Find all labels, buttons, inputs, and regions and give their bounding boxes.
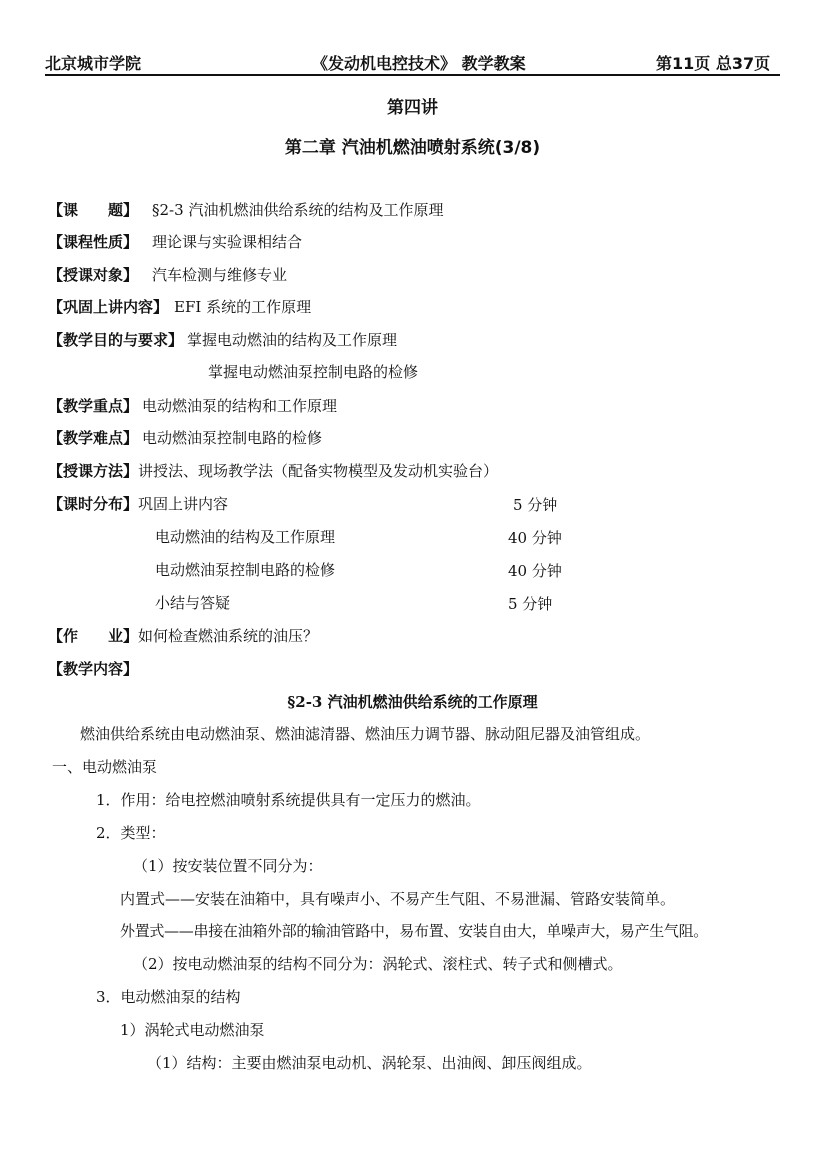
schedule-time: 40 分钟 xyxy=(508,562,562,580)
field-value: 理论课与实验课相结合 xyxy=(152,233,303,251)
lecture-title: 第四讲 xyxy=(387,98,438,118)
schedule-topic: 小结与答疑 xyxy=(155,594,231,612)
field-value: 如何检查燃油系统的油压？ xyxy=(138,627,319,645)
schedule-topic: 电动燃油泵控制电路的检修 xyxy=(155,561,336,579)
list-item: （2）按电动燃油泵的结构不同分为：涡轮式、滚柱式、转子式和侧槽式。 xyxy=(133,955,623,973)
field-label: 【作 业】 xyxy=(48,627,139,645)
list-item: 2．类型： xyxy=(96,824,166,842)
field-audience xyxy=(48,265,287,285)
field-label: 【教学重点】 xyxy=(48,397,139,415)
section-title: §2-3 汽油机燃油供给系统的工作原理 xyxy=(287,693,538,711)
field-review xyxy=(48,297,311,317)
field-label: 【教学难点】 xyxy=(48,429,139,447)
schedule-time: 5 分钟 xyxy=(513,496,558,514)
field-value: 电动燃油泵的结构和工作原理 xyxy=(142,397,338,415)
field-value: §2-3 汽油机燃油供给系统的结构及工作原理 xyxy=(152,201,444,219)
field-label: 【授课对象】 xyxy=(48,266,139,284)
header-course-title: 《发动机电控技术》 教学教案 xyxy=(312,54,526,73)
field-label: 【课 题】 xyxy=(48,201,139,219)
field-homework xyxy=(48,626,318,646)
field-value: 电动燃油泵控制电路的检修 xyxy=(142,429,323,447)
list-item: （1）按安装位置不同分为： xyxy=(133,857,323,875)
paragraph: 燃油供给系统由电动燃油泵、燃油滤清器、燃油压力调节器、脉动阻尼器及油管组成。 xyxy=(80,725,651,743)
chapter-title: 第二章 汽油机燃油喷射系统(3/8) xyxy=(284,138,541,158)
schedule-topic: 电动燃油的结构及工作原理 xyxy=(155,528,336,546)
list-item: 1．作用：给电控燃油喷射系统提供具有一定压力的燃油。 xyxy=(96,791,481,809)
field-objectives-line2: 掌握电动燃油泵控制电路的检修 xyxy=(208,363,419,381)
header-divider xyxy=(45,74,780,76)
field-topic xyxy=(48,200,443,220)
schedule-topic: 巩固上讲内容 xyxy=(138,495,229,513)
paragraph: 外置式——串接在油箱外部的输油管路中，易布置、安装自由大，单噪声大，易产生气阻。 xyxy=(120,922,709,940)
field-objectives xyxy=(48,330,397,350)
schedule-time: 40 分钟 xyxy=(508,529,562,547)
field-label: 【教学目的与要求】 xyxy=(48,331,184,349)
field-methods xyxy=(48,461,498,481)
field-value: 汽车检测与维修专业 xyxy=(152,266,288,284)
list-item: （1）结构：主要由燃油泵电动机、涡轮泵、出油阀、卸压阀组成。 xyxy=(147,1054,592,1072)
heading-level1: 一、电动燃油泵 xyxy=(52,758,158,776)
field-key-points xyxy=(48,396,337,416)
field-label: 【课程性质】 xyxy=(48,233,139,251)
field-difficulties xyxy=(48,428,322,448)
teaching-content-label: 【教学内容】 xyxy=(48,660,139,678)
field-label: 【巩固上讲内容】 xyxy=(48,298,169,316)
list-item: 1）涡轮式电动燃油泵 xyxy=(120,1021,265,1039)
paragraph: 内置式——安装在油箱中，具有噪声小、不易产生气阻、不易泄漏、管路安装简单。 xyxy=(120,890,676,908)
field-value: EFI 系统的工作原理 xyxy=(174,298,312,316)
schedule-row-1 xyxy=(48,494,228,514)
field-value: 讲授法、现场教学法（配备实物模型及发动机实验台） xyxy=(138,462,499,480)
field-label: 【授课方法】 xyxy=(48,462,139,480)
header-institution: 北京城市学院 xyxy=(45,54,142,73)
field-course-nature xyxy=(48,232,302,252)
schedule-time: 5 分钟 xyxy=(508,595,553,613)
header-page-number: 第11页 总37页 xyxy=(656,54,771,73)
schedule-label: 【课时分布】 xyxy=(48,495,139,513)
field-value: 掌握电动燃油的结构及工作原理 xyxy=(187,331,398,349)
list-item: 3．电动燃油泵的结构 xyxy=(96,988,241,1006)
